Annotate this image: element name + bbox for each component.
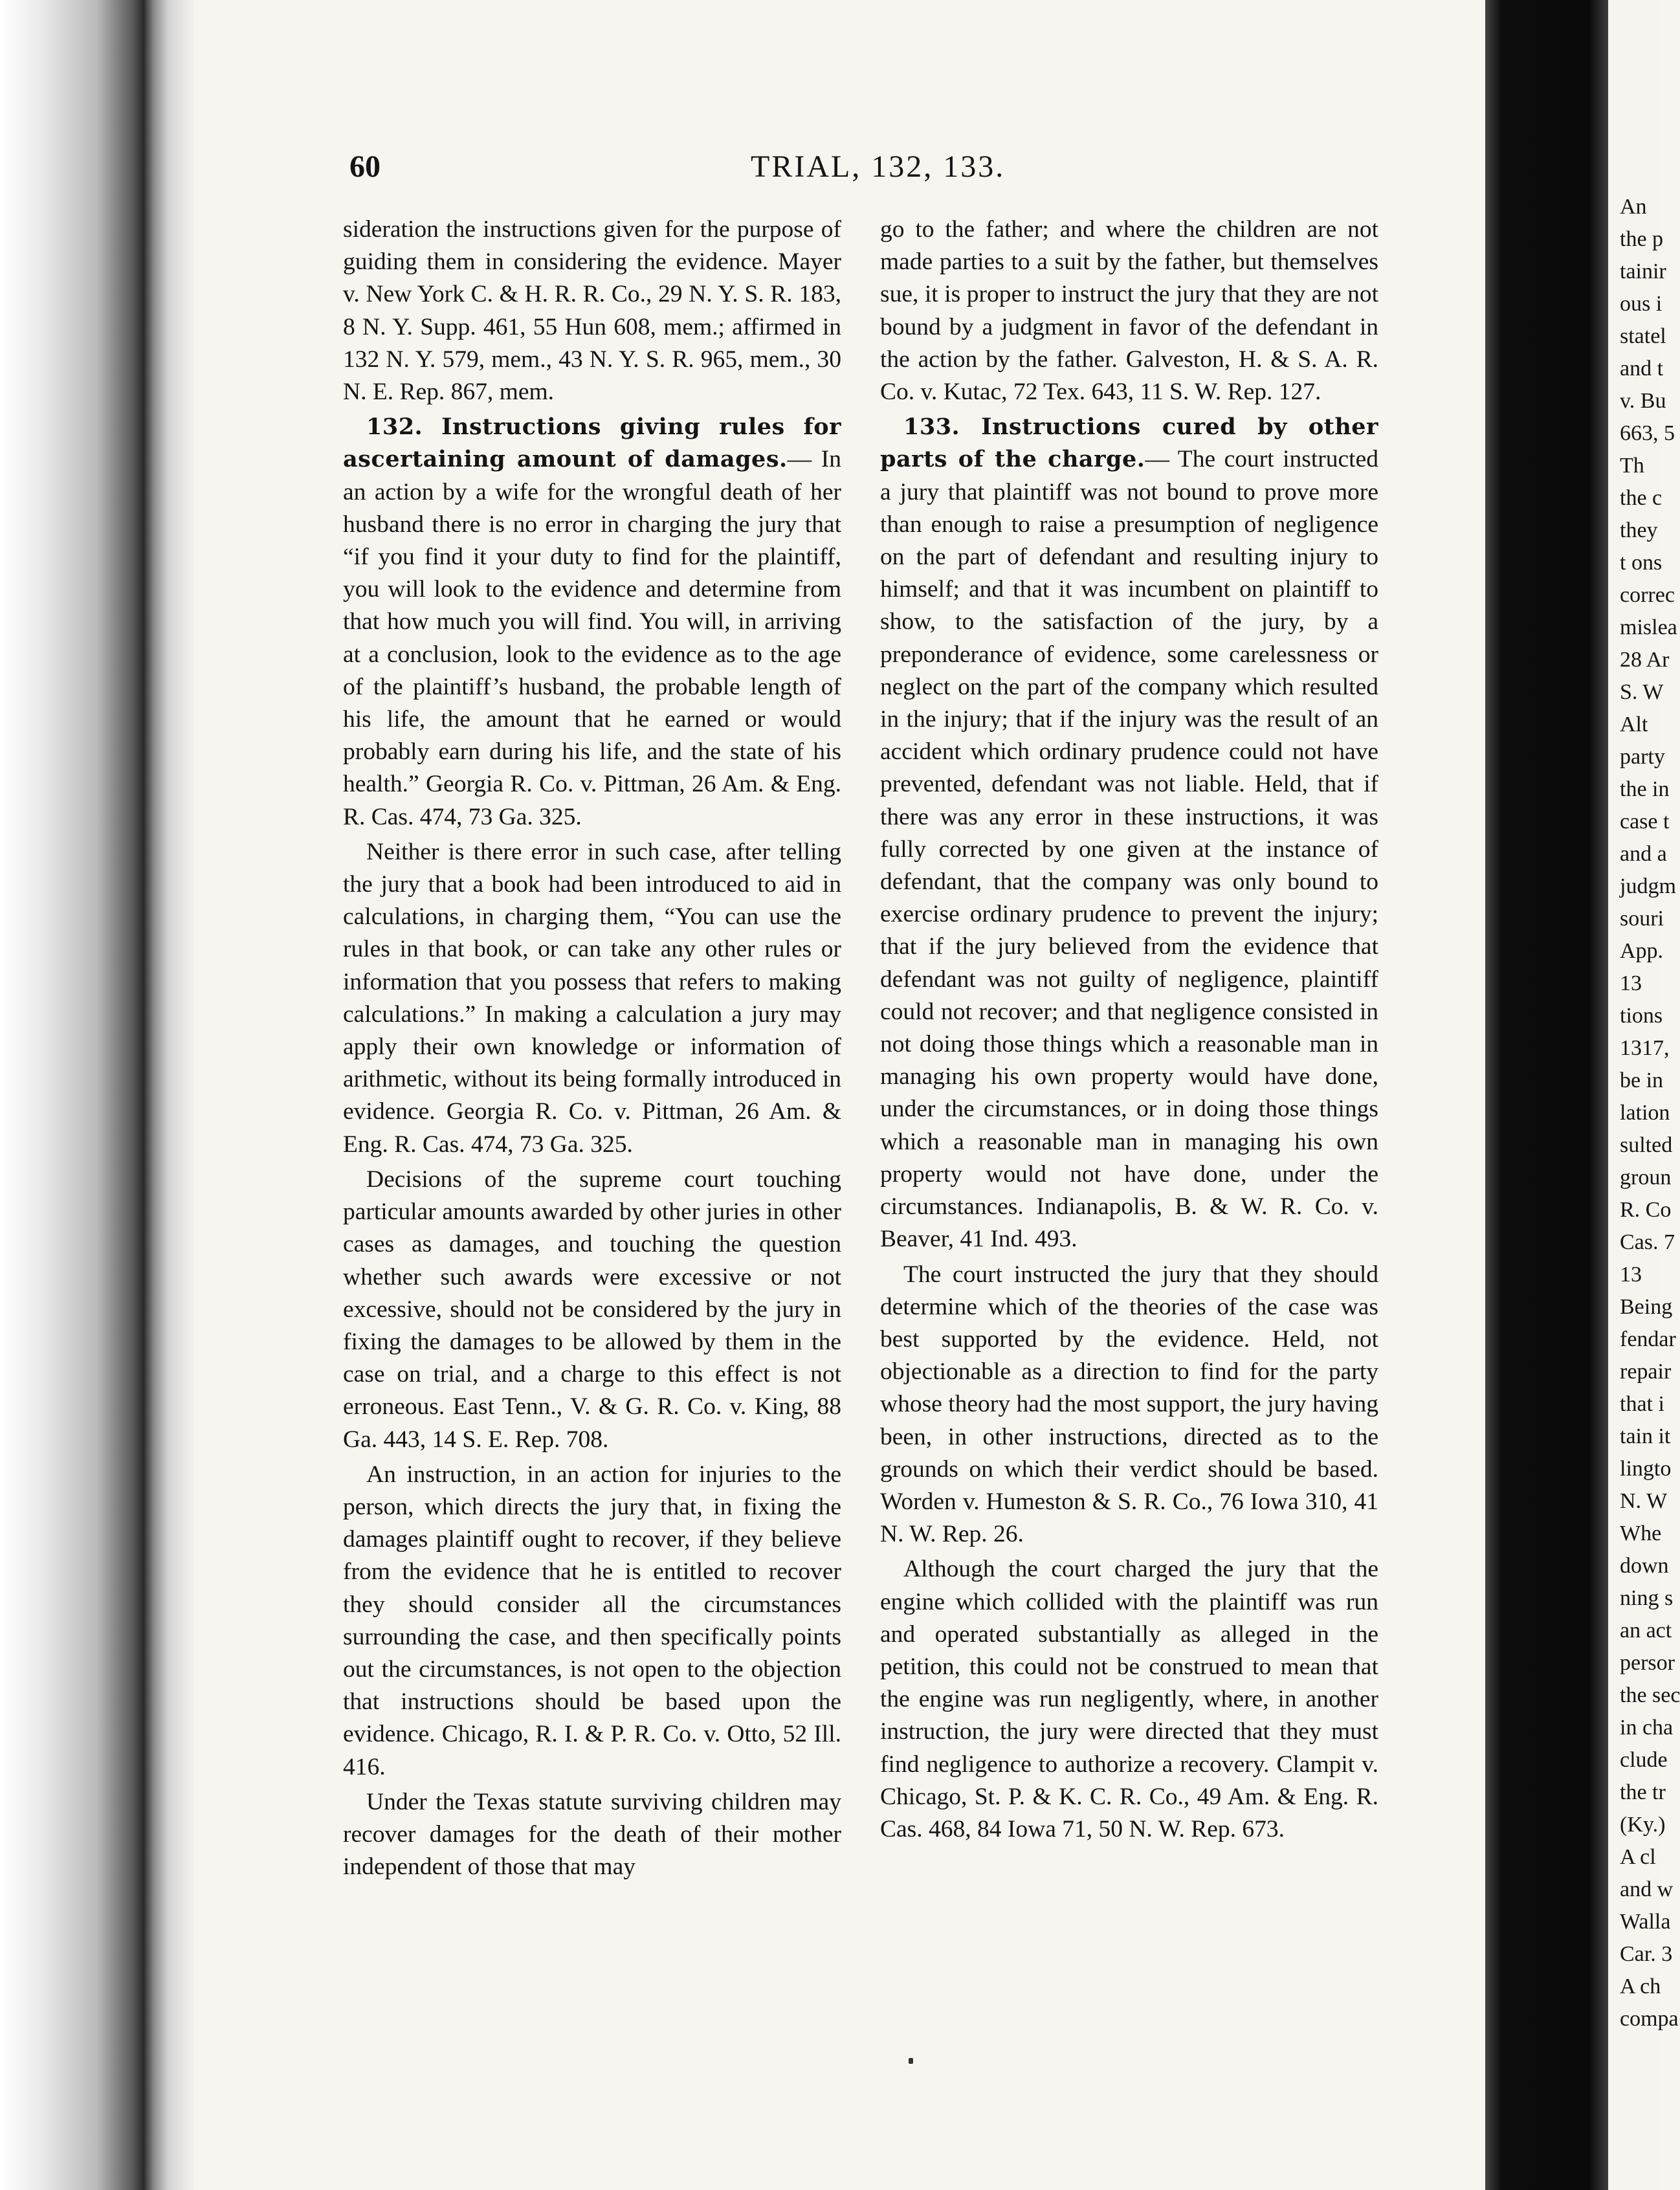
facing-page-fragment: that i	[1620, 1392, 1664, 1416]
facing-page-fragment: the in	[1620, 777, 1670, 801]
section-133-body: — The court instructed a jury that plaintiff was not bound to prove more than enough to raise a presumption of negligence on the part of defendant and resulting injury to himself; and that it was incumbent on plaintiff to show, to the satisfaction of the jury, by a preponderance of evidence, some carelessness or neglect on the part of the company which resulted in the injury; that if the injury was the result of an accident which ordinary prudence could not have prevented, defendant was not liable. Held, that if there was any error in these instructions, it was fully corrected by one given at the instance of defendant, that the company was only bound to exercise ordinary prudence to prevent the injury; that if the jury believed from the evidence that defendant was not guilty of negligence, plaintiff could not recover; and that negligence consisted in not doing those things which a reasonable man in managing his own property would have done, under the circumstances, or in doing those things which a reasonable man in managing his own property would not have done, under the circumstances. Indianapolis, B. & W. R. Co. v. Beaver, 41 Ind. 493.	[880, 446, 1378, 1253]
facing-page-fragment: fendar	[1620, 1327, 1676, 1351]
facing-page-fragment: Being	[1620, 1295, 1673, 1319]
section-title-133: 133. Instructions cured by other parts of the charge.	[880, 414, 1378, 473]
facing-page-edge	[1608, 0, 1680, 2190]
facing-page-fragment: mislea	[1620, 615, 1677, 639]
facing-page-fragment: 28 Ar	[1620, 648, 1670, 672]
facing-page-fragment: in cha	[1620, 1716, 1674, 1740]
facing-page-fragment: souri	[1620, 907, 1664, 931]
section-title-132: 132. Instructions giving rules for ascertaining amount of damages.	[343, 414, 841, 473]
facing-page-fragment: 663, 5	[1620, 421, 1675, 445]
facing-page-fragment: N. W	[1620, 1489, 1668, 1513]
facing-page-fragment: sulted	[1620, 1133, 1673, 1157]
facing-page-fragment: 13	[1620, 1263, 1642, 1287]
facing-page-fragment: the p	[1620, 227, 1664, 251]
paragraph: Neither is there error in such case, after telling the jury that a book had been introduced to aid in calculations, in charging them, “You can use the rules in that book, or can take any other rules or information that you possess that refers to making calculations.” In making a calculation a jury may apply their own knowledge or information of arithmetic, without its being formally introduced in evidence. Georgia R. Co. v. Pittman, 26 Am. & Eng. R. Cas. 474, 73 Ga. 325.	[343, 838, 841, 1158]
left-column	[343, 214, 841, 1886]
section-132-body: — In an action by a wife for the wrongful death of her husband there is no error in charging the jury that “if you find it your duty to find for the plaintiff, you will look to the evidence and determine from that how much you will find. You will, in arriving at a conclusion, look to the evidence as to the age of the plaintiff’s husband, the probable length of his life, the amount that he earned or would probably earn during his life, and the state of his health.” Georgia R. Co. v. Pittman, 26 Am. & Eng. R. Cas. 474, 73 Ga. 325.	[343, 446, 841, 830]
facing-page-fragment: and a	[1620, 842, 1667, 866]
facing-page-fragment: an act	[1620, 1619, 1672, 1642]
facing-page-fragment: (Ky.)	[1620, 1813, 1666, 1837]
book-spine-shadow	[1485, 0, 1608, 2190]
facing-page-fragment: Whe	[1620, 1521, 1662, 1545]
facing-page-fragment: groun	[1620, 1166, 1672, 1189]
facing-page-fragment: Cas. 7	[1620, 1230, 1675, 1254]
paragraph: An instruction, in an action for injuries to the person, which directs the jury that, in fixing the damages plaintiff ought to recover, if they believe from the evidence that he is entitled to recover they should consider all the circumstances surrounding the case, and then specifically points out the circumstances, is not open to the objection that instructions should be based upon the evidence. Chicago, R. I. & P. R. Co. v. Otto, 52 Ill. 416.	[343, 1461, 841, 1780]
facing-page-fragment: ning s	[1620, 1586, 1674, 1610]
facing-page-fragment: judgm	[1620, 874, 1676, 898]
ink-speck	[909, 2058, 913, 2064]
facing-page-fragment: correc	[1620, 583, 1675, 607]
facing-page-fragment: tainir	[1620, 260, 1666, 283]
facing-page-fragment: S. W	[1620, 680, 1664, 704]
paragraph: go to the father; and where the children are not made parties to a suit by the father, but themselves sue, it is proper to instruct the jury that they are not bound by a judgment in favor of the defendant in the action by the father. Galveston, H. & S. A. R. Co. v. Kutac, 72 Tex. 643, 11 S. W. Rep. 127.	[880, 216, 1378, 406]
facing-page-fragment: lingto	[1620, 1457, 1672, 1481]
facing-page-fragment: An	[1620, 195, 1647, 219]
facing-page-fragment: v. Bu	[1620, 389, 1666, 413]
paragraph: Under the Texas statute surviving children may recover damages for the death of their mother independent of those that may	[343, 1788, 841, 1881]
book-gutter-left	[0, 0, 194, 2190]
paragraph: The court instructed the jury that they should determine which of the theories of the case was best supported by the evidence. Held, not objectionable as a direction to find for the party whose theory had the most support, the jury having been, in other instructions, directed as to the grounds on which their verdict should be based. Worden v. Humeston & S. R. Co., 76 Iowa 310, 41 N. W. Rep. 26.	[880, 1261, 1378, 1548]
facing-page-fragment: case t	[1620, 810, 1670, 834]
paragraph: Although the court charged the jury that the engine which collided with the plaintiff was run and operated substantially as alleged in the petition, this could not be construed to mean that the engine was run negligently, where, in another instruction, the jury were directed that they must find negligence to authorize a recovery. Clampit v. Chicago, St. P. & K. C. R. Co., 49 Am. & Eng. R. Cas. 468, 84 Iowa 71, 50 N. W. Rep. 673.	[880, 1556, 1378, 1842]
book-page	[343, 149, 1456, 2155]
facing-page-fragment: and t	[1620, 357, 1664, 381]
facing-page-fragment: tions	[1620, 1004, 1663, 1028]
facing-page-fragment: they	[1620, 518, 1658, 542]
facing-page-fragment: the tr	[1620, 1780, 1666, 1804]
facing-page-fragment: Walla	[1620, 1910, 1671, 1934]
facing-page-fragment: statel	[1620, 324, 1666, 348]
facing-page-fragment: lation	[1620, 1101, 1670, 1125]
running-head: TRIAL, 132, 133.	[751, 149, 1006, 184]
facing-page-fragment: clude	[1620, 1748, 1668, 1772]
facing-page-fragment: Car. 3	[1620, 1942, 1673, 1966]
facing-page-fragment: Th	[1620, 454, 1644, 478]
facing-page-fragment: R. Co	[1620, 1198, 1672, 1222]
paragraph: Decisions of the supreme court touching particular amounts awarded by other juries in other cases as damages, and touching the question whether such awards were excessive or not excessive, should not be considered by the jury in fixing the damages to be allowed by them in the case on trial, and a charge to this effect is not erroneous. East Tenn., V. & G. R. Co. v. King, 88 Ga. 443, 14 S. E. Rep. 708.	[343, 1166, 841, 1453]
right-column	[880, 214, 1378, 1848]
section-133	[880, 411, 1378, 1255]
facing-page-fragment: A cl	[1620, 1845, 1656, 1869]
paragraph: sideration the instructions given for the purpose of guiding them in considering the evidence. Mayer v. New York C. & H. R. R. Co., 29 N. Y. S. R. 183, 8 N. Y. Supp. 461, 55 Hun 608, mem.; affirmed in 132 N. Y. 579, mem., 43 N. Y. S. R. 965, mem., 30 N. E. Rep. 867, mem.	[343, 216, 841, 406]
facing-page-fragment: be in	[1620, 1068, 1664, 1092]
facing-page-fragment: 1317,	[1620, 1036, 1670, 1060]
facing-page-fragment: party	[1620, 745, 1665, 769]
facing-page-fragment: compa	[1620, 2007, 1679, 2031]
facing-page-fragment: down	[1620, 1554, 1669, 1578]
facing-page-fragment: App.	[1620, 939, 1664, 963]
facing-page-fragment: Alt	[1620, 713, 1648, 736]
facing-page-fragment: the c	[1620, 486, 1663, 510]
facing-page-fragment: tain it	[1620, 1424, 1671, 1448]
facing-page-fragment: and w	[1620, 1877, 1674, 1901]
facing-page-fragment: 13	[1620, 971, 1642, 995]
page-number: 60	[349, 149, 381, 184]
facing-page-fragment: repair	[1620, 1360, 1672, 1384]
facing-page-fragment: ous i	[1620, 292, 1663, 316]
facing-page-fragment: persor	[1620, 1651, 1675, 1675]
facing-page-fragment: the sec	[1620, 1683, 1680, 1707]
section-132	[343, 411, 841, 834]
facing-page-fragment: A ch	[1620, 1974, 1661, 1998]
facing-page-fragment: t ons	[1620, 551, 1663, 575]
